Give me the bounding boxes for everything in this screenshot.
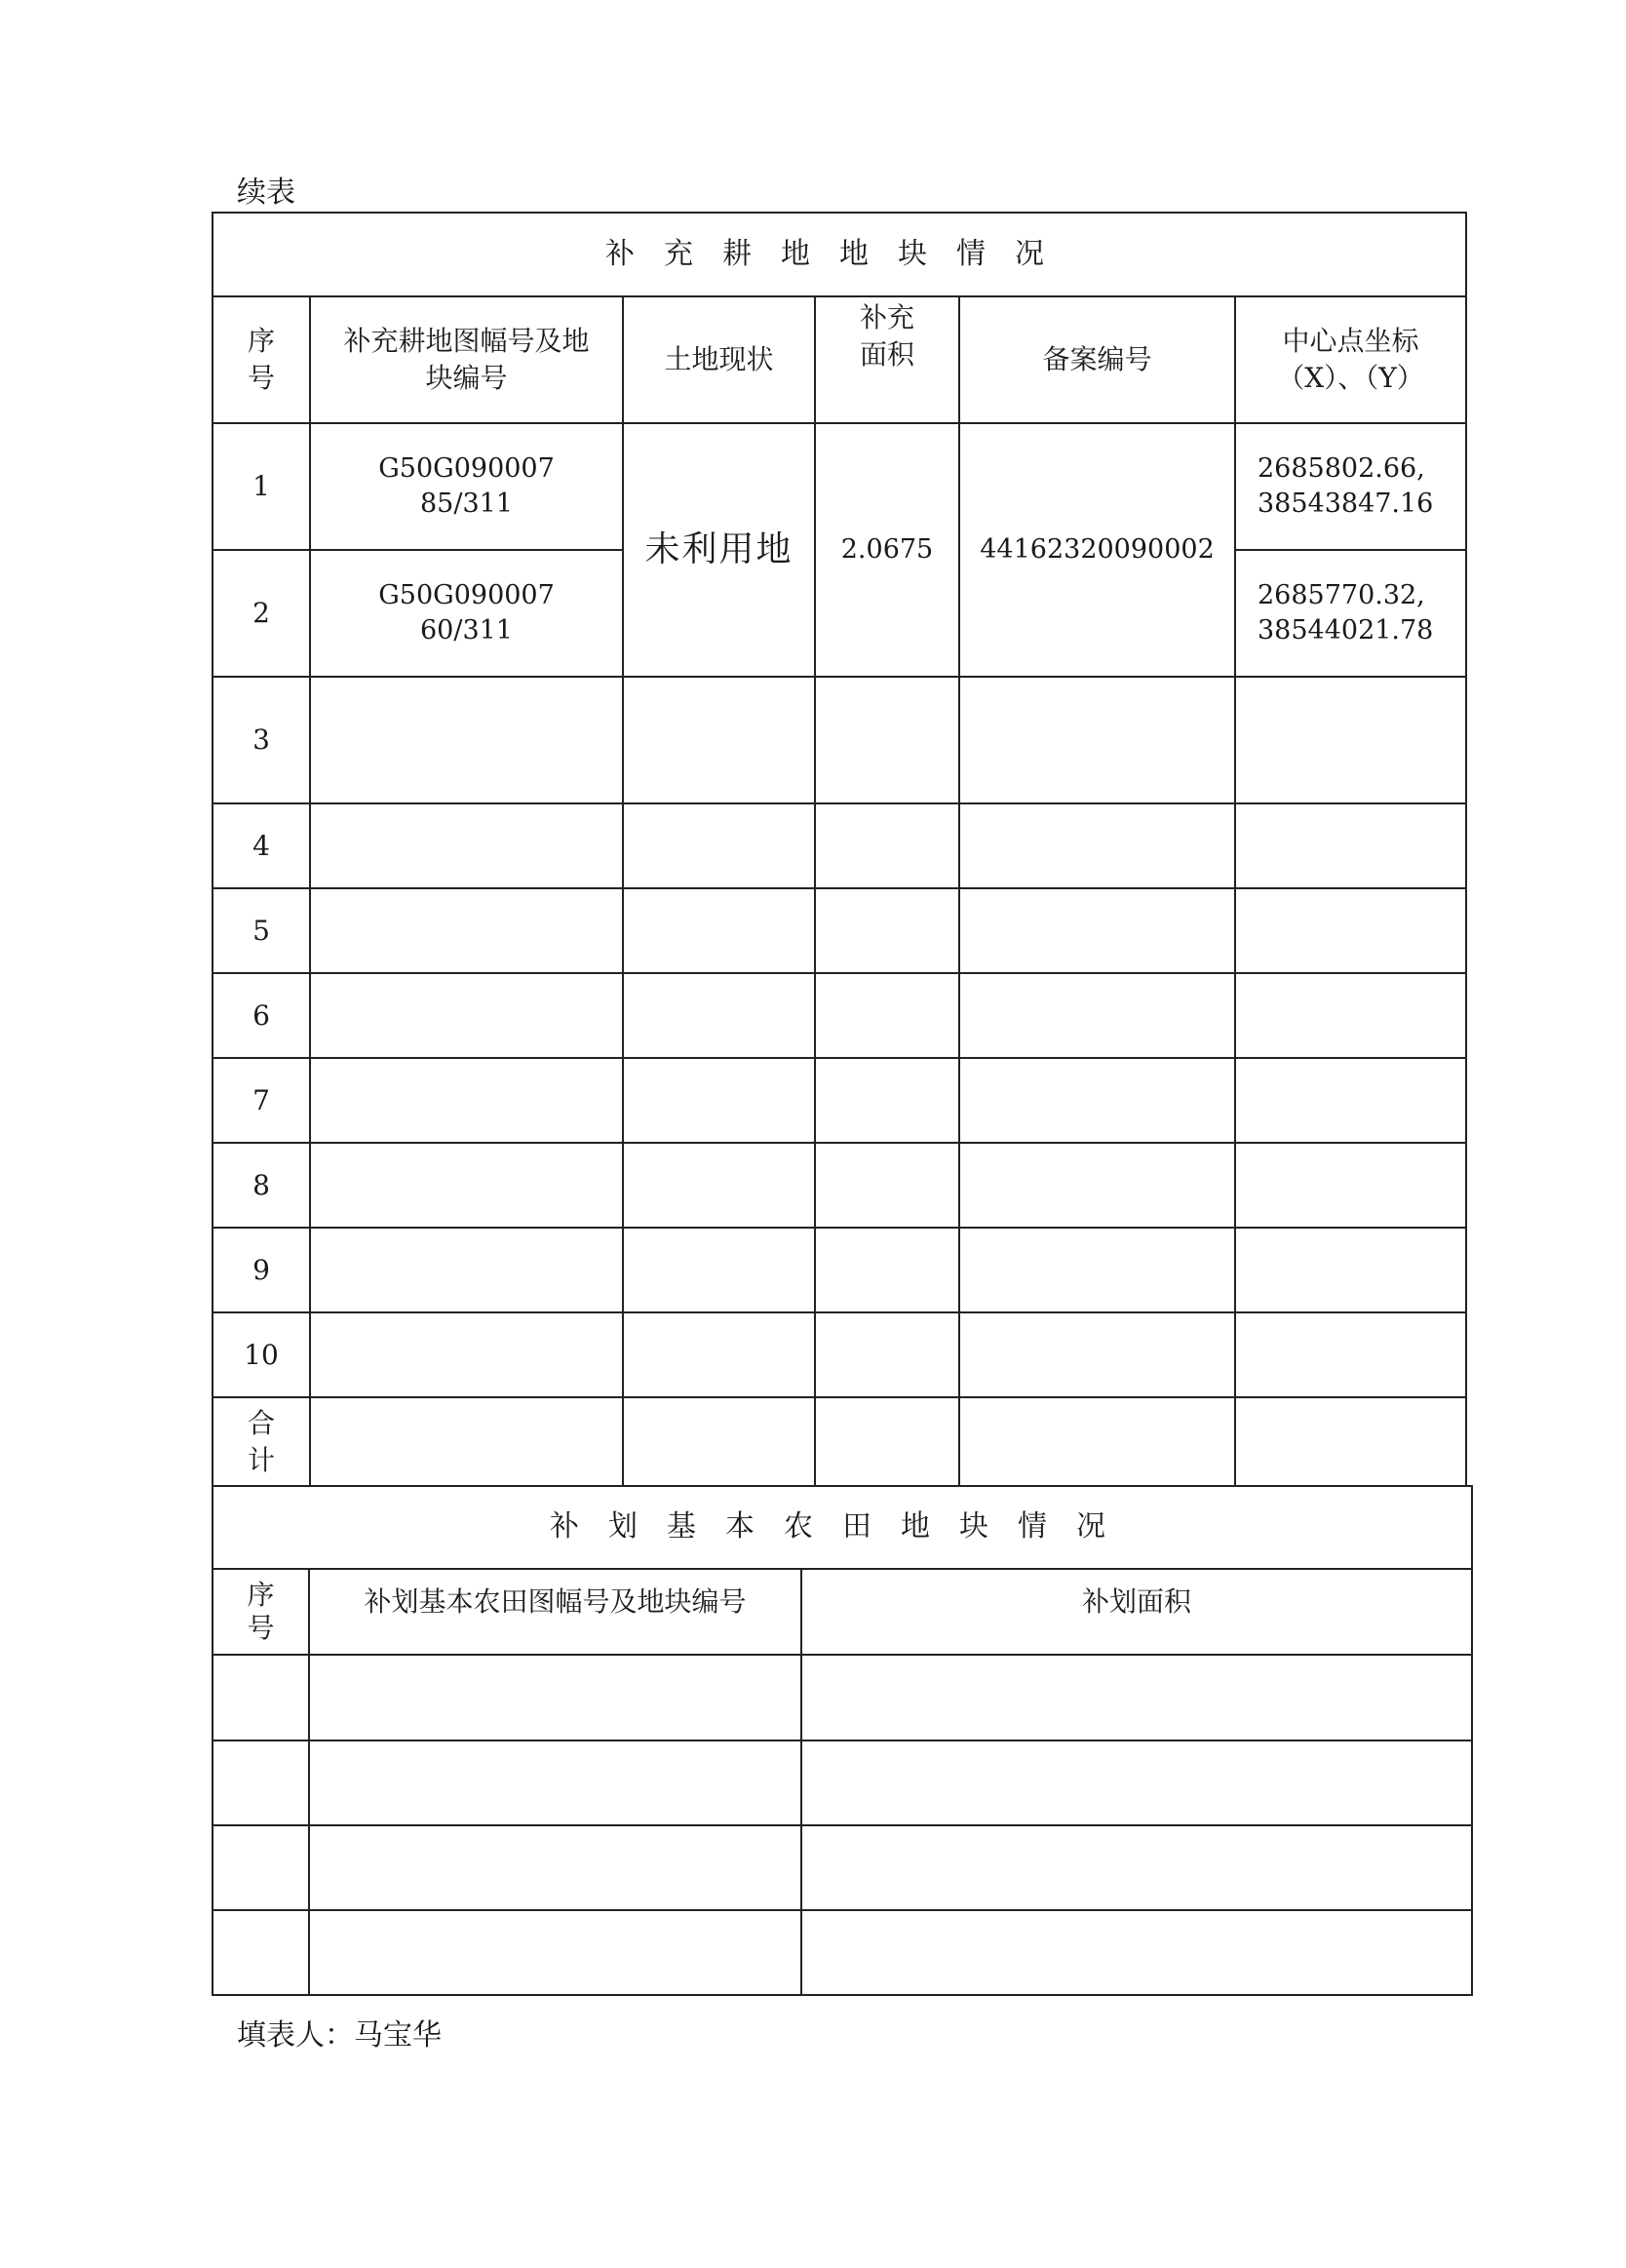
empty-cell[interactable] xyxy=(213,1825,309,1910)
empty-cell[interactable] xyxy=(1235,1143,1466,1228)
empty-cell[interactable] xyxy=(801,1825,1472,1910)
total-label: 合计 xyxy=(213,1397,310,1486)
empty-cell[interactable] xyxy=(309,1740,801,1825)
row-seq: 9 xyxy=(213,1228,310,1312)
table-row xyxy=(213,1312,1466,1397)
empty-cell[interactable] xyxy=(959,888,1235,973)
row-seq: 8 xyxy=(213,1143,310,1228)
empty-cell[interactable] xyxy=(959,1143,1235,1228)
empty-cell[interactable] xyxy=(623,888,815,973)
empty-cell[interactable] xyxy=(1235,1058,1466,1143)
row-seq: 10 xyxy=(213,1312,310,1397)
empty-cell[interactable] xyxy=(623,1397,815,1486)
section1-header-row xyxy=(213,296,1466,423)
empty-cell[interactable] xyxy=(213,1740,309,1825)
empty-cell[interactable] xyxy=(815,1228,959,1312)
section2-title: 补划基本农田地块情况 xyxy=(213,1486,1472,1569)
empty-cell[interactable] xyxy=(310,973,623,1058)
header-seq: 序号 xyxy=(213,296,310,423)
header-record-no: 备案编号 xyxy=(959,296,1235,423)
empty-cell[interactable] xyxy=(309,1655,801,1740)
empty-cell[interactable] xyxy=(213,1655,309,1740)
empty-cell[interactable] xyxy=(815,677,959,803)
table-row xyxy=(213,1655,1472,1740)
empty-cell[interactable] xyxy=(959,1397,1235,1486)
header-area: 补划面积 xyxy=(801,1569,1472,1655)
table-row xyxy=(213,1825,1472,1910)
empty-cell[interactable] xyxy=(801,1655,1472,1740)
section1-title: 补充耕地地块情况 xyxy=(213,213,1466,296)
empty-cell[interactable] xyxy=(310,1228,623,1312)
header-area: 补充面积 xyxy=(815,296,959,423)
header-seq: 序号 xyxy=(213,1569,309,1655)
row-center-coord: 2685770.32, 38544021.78 xyxy=(1235,550,1466,677)
table-row xyxy=(213,888,1466,973)
empty-cell[interactable] xyxy=(1235,677,1466,803)
empty-cell[interactable] xyxy=(959,677,1235,803)
table-row xyxy=(213,1910,1472,1995)
empty-cell[interactable] xyxy=(959,973,1235,1058)
empty-cell[interactable] xyxy=(959,1312,1235,1397)
empty-cell[interactable] xyxy=(213,1910,309,1995)
table-row xyxy=(213,1143,1466,1228)
header-map-no: 补充耕地图幅号及地块编号 xyxy=(310,296,623,423)
supplementary-farmland-table xyxy=(212,212,1467,1487)
table-row xyxy=(213,973,1466,1058)
table-row xyxy=(213,803,1466,888)
empty-cell[interactable] xyxy=(959,1228,1235,1312)
empty-cell[interactable] xyxy=(623,677,815,803)
area-cell: 2.0675 xyxy=(815,423,959,677)
empty-cell[interactable] xyxy=(623,1228,815,1312)
empty-cell[interactable] xyxy=(959,1058,1235,1143)
continuation-label: 续表 xyxy=(237,176,295,210)
empty-cell[interactable] xyxy=(815,1312,959,1397)
total-row xyxy=(213,1397,1466,1486)
empty-cell[interactable] xyxy=(1235,973,1466,1058)
empty-cell[interactable] xyxy=(1235,1312,1466,1397)
row-seq: 5 xyxy=(213,888,310,973)
empty-cell[interactable] xyxy=(1235,1397,1466,1486)
empty-cell[interactable] xyxy=(310,888,623,973)
empty-cell[interactable] xyxy=(815,973,959,1058)
empty-cell[interactable] xyxy=(801,1740,1472,1825)
empty-cell[interactable] xyxy=(815,1397,959,1486)
row-seq: 6 xyxy=(213,973,310,1058)
row-seq: 2 xyxy=(213,550,310,677)
header-center-coord: 中心点坐标（X）、（Y） xyxy=(1235,296,1466,423)
row-seq: 4 xyxy=(213,803,310,888)
empty-cell[interactable] xyxy=(309,1825,801,1910)
form-filler: 填表人：马宝华 xyxy=(237,2018,442,2053)
row-seq: 3 xyxy=(213,677,310,803)
header-map-no: 补划基本农田图幅号及地块编号 xyxy=(309,1569,801,1655)
header-land-status: 土地现状 xyxy=(623,296,815,423)
empty-cell[interactable] xyxy=(623,1058,815,1143)
empty-cell[interactable] xyxy=(623,803,815,888)
empty-cell[interactable] xyxy=(623,973,815,1058)
row-map-no: G50G090007 60/311 xyxy=(310,550,623,677)
empty-cell[interactable] xyxy=(310,1143,623,1228)
table-row xyxy=(213,1058,1466,1143)
empty-cell[interactable] xyxy=(815,1058,959,1143)
empty-cell[interactable] xyxy=(1235,1228,1466,1312)
empty-cell[interactable] xyxy=(815,888,959,973)
table-row xyxy=(213,423,1466,550)
record-no-cell: 44162320090002 xyxy=(959,423,1235,677)
empty-cell[interactable] xyxy=(815,1143,959,1228)
empty-cell[interactable] xyxy=(1235,888,1466,973)
empty-cell[interactable] xyxy=(310,677,623,803)
empty-cell[interactable] xyxy=(815,803,959,888)
land-status-cell: 未利用地 xyxy=(623,423,815,677)
empty-cell[interactable] xyxy=(801,1910,1472,1995)
empty-cell[interactable] xyxy=(623,1143,815,1228)
empty-cell[interactable] xyxy=(310,1312,623,1397)
section2-header-row xyxy=(213,1569,1472,1655)
table-row xyxy=(213,1228,1466,1312)
row-map-no: G50G090007 85/311 xyxy=(310,423,623,550)
empty-cell[interactable] xyxy=(310,1058,623,1143)
empty-cell[interactable] xyxy=(1235,803,1466,888)
row-seq: 1 xyxy=(213,423,310,550)
empty-cell[interactable] xyxy=(959,803,1235,888)
empty-cell[interactable] xyxy=(310,1397,623,1486)
empty-cell[interactable] xyxy=(623,1312,815,1397)
supplementary-basic-farmland-table xyxy=(212,1485,1473,1996)
empty-cell[interactable] xyxy=(309,1910,801,1995)
row-seq: 7 xyxy=(213,1058,310,1143)
table-row xyxy=(213,1740,1472,1825)
row-center-coord: 2685802.66, 38543847.16 xyxy=(1235,423,1466,550)
table-row xyxy=(213,677,1466,803)
empty-cell[interactable] xyxy=(310,803,623,888)
